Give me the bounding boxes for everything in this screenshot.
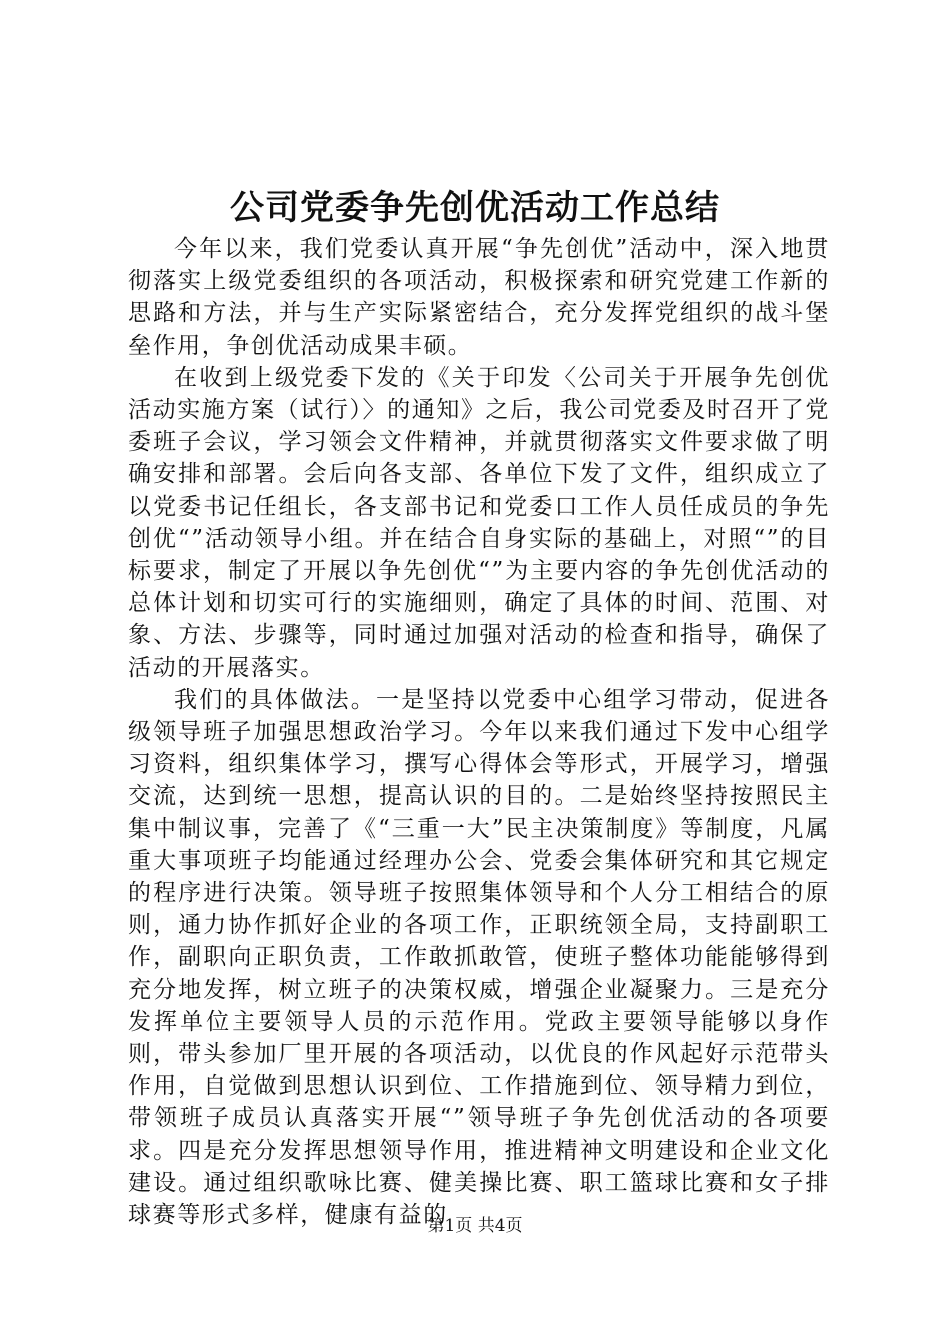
paragraph-intro: 今年以来，我们党委认真开展“争先创优”活动中，深入地贯彻落实上级党委组织的各项活动，积极探索和研究党建工作新的思路和方法，并与生产实际紧密结合，充分发挥党组织的战斗堡垒作用，争创优活动成果丰硕。 bbox=[128, 236, 830, 359]
paragraph-organization: 在收到上级党委下发的《关于印发〈公司关于开展争先创优活动实施方案（试行）〉的通知》之后，我公司党委及时召开了党委班子会议，学习领会文件精神，并就贯彻落实文件要求做了明确安排和部署。会后向各支部、各单位下发了文件，组织成立了以党委书记任组长，各支部书记和党委口工作人员任成员的争先创优“”活动领导小组。并在结合自身实际的基础上，对照“”的目标要求，制定了开展以争先创优“”为主要内容的争先创优活动的总体计划和切实可行的实施细则，确定了具体的时间、范围、对象、方法、步骤等，同时通过加强对活动的检查和指导，确保了活动的开展落实。 bbox=[128, 364, 830, 681]
page-number-footer: 第1页 共4页 bbox=[427, 1216, 523, 1236]
document-title: 公司党委争先创优活动工作总结 bbox=[230, 188, 720, 228]
paragraph-practices: 我们的具体做法。一是坚持以党委中心组学习带动，促进各级领导班子加强思想政治学习。今年以来我们通过下发中心组学习资料，组织集体学习，撰写心得体会等形式，开展学习，增强交流，达到统一思想，提高认识的目的。二是始终坚持按照民主集中制议事，完善了《“三重一大”民主决策制度》等制度，凡属重大事项班子均能通过经理办公会、党委会集体研究和其它规定的程序进行决策。领导班子按照集体领导和个人分工相结合的原则，通力协作抓好企业的各项工作，正职统领全局，支持副职工作，副职向正职负责，工作敢抓敢管，使班子整体功能能够得到充分地发挥，树立班子的决策权威，增强企业凝聚力。三是充分发挥单位主要领导人员的示范作用。党政主要领导能够以身作则，带头参加厂里开展的各项活动，以优良的作风起好示范带头作用，自觉做到思想认识到位、工作措施到位、领导精力到位，带领班子成员认真落实开展“”领导班子争先创优活动的各项要求。四是充分发挥思想领导作用，推进精神文明建设和企业文化建设。通过组织歌咏比赛、健美操比赛、职工篮球比赛和女子排球赛等形式多样，健康有益的 bbox=[128, 686, 830, 1229]
document-body bbox=[128, 233, 830, 1231]
